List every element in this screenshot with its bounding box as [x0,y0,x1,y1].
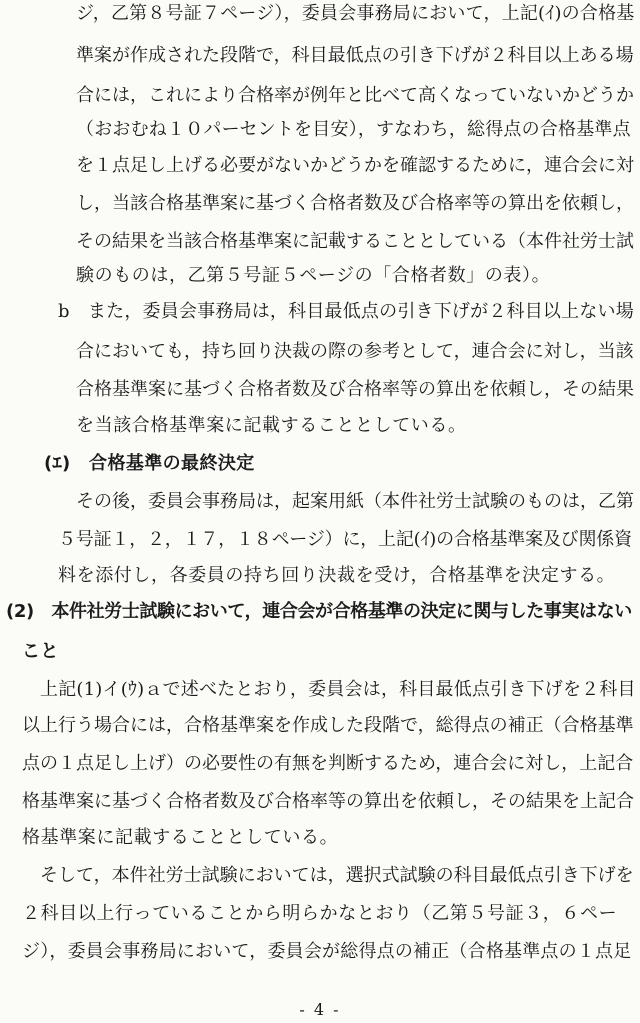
body-line: を１点足し上げる必要がないかどうかを確認するために，連合会に対 [76,155,634,176]
body-line: を当該合格基準案に記載することとしている。 [76,415,467,436]
page-number: - 4 - [299,1000,341,1019]
section-heading-2: (2) 本件社労士試験において，連合会が合格基準の決定に関与した事実はない [6,601,632,622]
body-line: 料を添付し，各委員の持ち回り決裁を受け，合格基準を決定する。 [58,565,616,586]
body-line: ２科目以上行っていることから明らかなとおり（乙第５号証３，６ペー [22,903,618,924]
body-line: ジ，乙第８号証７ページ），委員会事務局において，上記(ｲ)の合格基 [76,3,635,24]
list-item-b: b また，委員会事務局は，科目最低点の引き下げが２科目以上ない場 [58,301,634,322]
body-line: そして，本件社労士試験においては，選択式試験の科目最低点引き下げを [40,865,634,886]
section-heading-e: (ｴ) 合格基準の最終決定 [44,453,255,474]
body-line: 以上行う場合には，合格基準案を作成した段階で，総得点の補正（合格基準 [22,715,634,736]
body-line: 点の１点足し上げ）の必要性の有無を判断するため，連合会に対し，上記合 [22,753,634,774]
body-line: 格基準案に記載することとしている。 [22,827,339,848]
section-heading-2-cont: こと [22,641,59,662]
body-line: 準案が作成された段階で，科目最低点の引き下げが２科目以上ある場 [76,45,634,66]
body-line: ５号証１，２，１７，１８ページ）に，上記(ｲ)の合格基準案及び関係資 [58,529,632,550]
body-line: その結果を当該合格基準案に記載することとしている（本件社労士試 [76,231,634,252]
body-line: ジ），委員会事務局において，委員会が総得点の補正（合格基準点の１点足 [22,941,632,962]
body-line: 合には，これにより合格率が例年と比べて高くなっていないかどうか [76,85,634,106]
body-line: 験のものは，乙第５号証５ページの「合格者数」の表）。 [76,265,551,286]
body-line: その後，委員会事務局は，起案用紙（本件社労士試験のものは，乙第 [76,491,634,512]
body-line: 格基準案に基づく合格者数及び合格率等の算出を依頼し，その結果を上記合 [22,791,634,812]
body-line: 合格基準案に基づく合格者数及び合格率等の算出を依頼し，その結果 [76,379,634,400]
body-line: し，当該合格基準案に基づく合格者数及び合格率等の算出を依頼し， [76,193,634,214]
body-line: 上記(1)イ(ｳ)ａで述べたとおり，委員会は，科目最低点引き下げを２科目 [40,679,636,700]
body-line: 合においても，持ち回り決裁の際の参考として，連合会に対し，当該 [76,341,634,362]
body-line: （おおむね１０パーセントを目安），すなわち，総得点の合格基準点 [76,119,631,140]
